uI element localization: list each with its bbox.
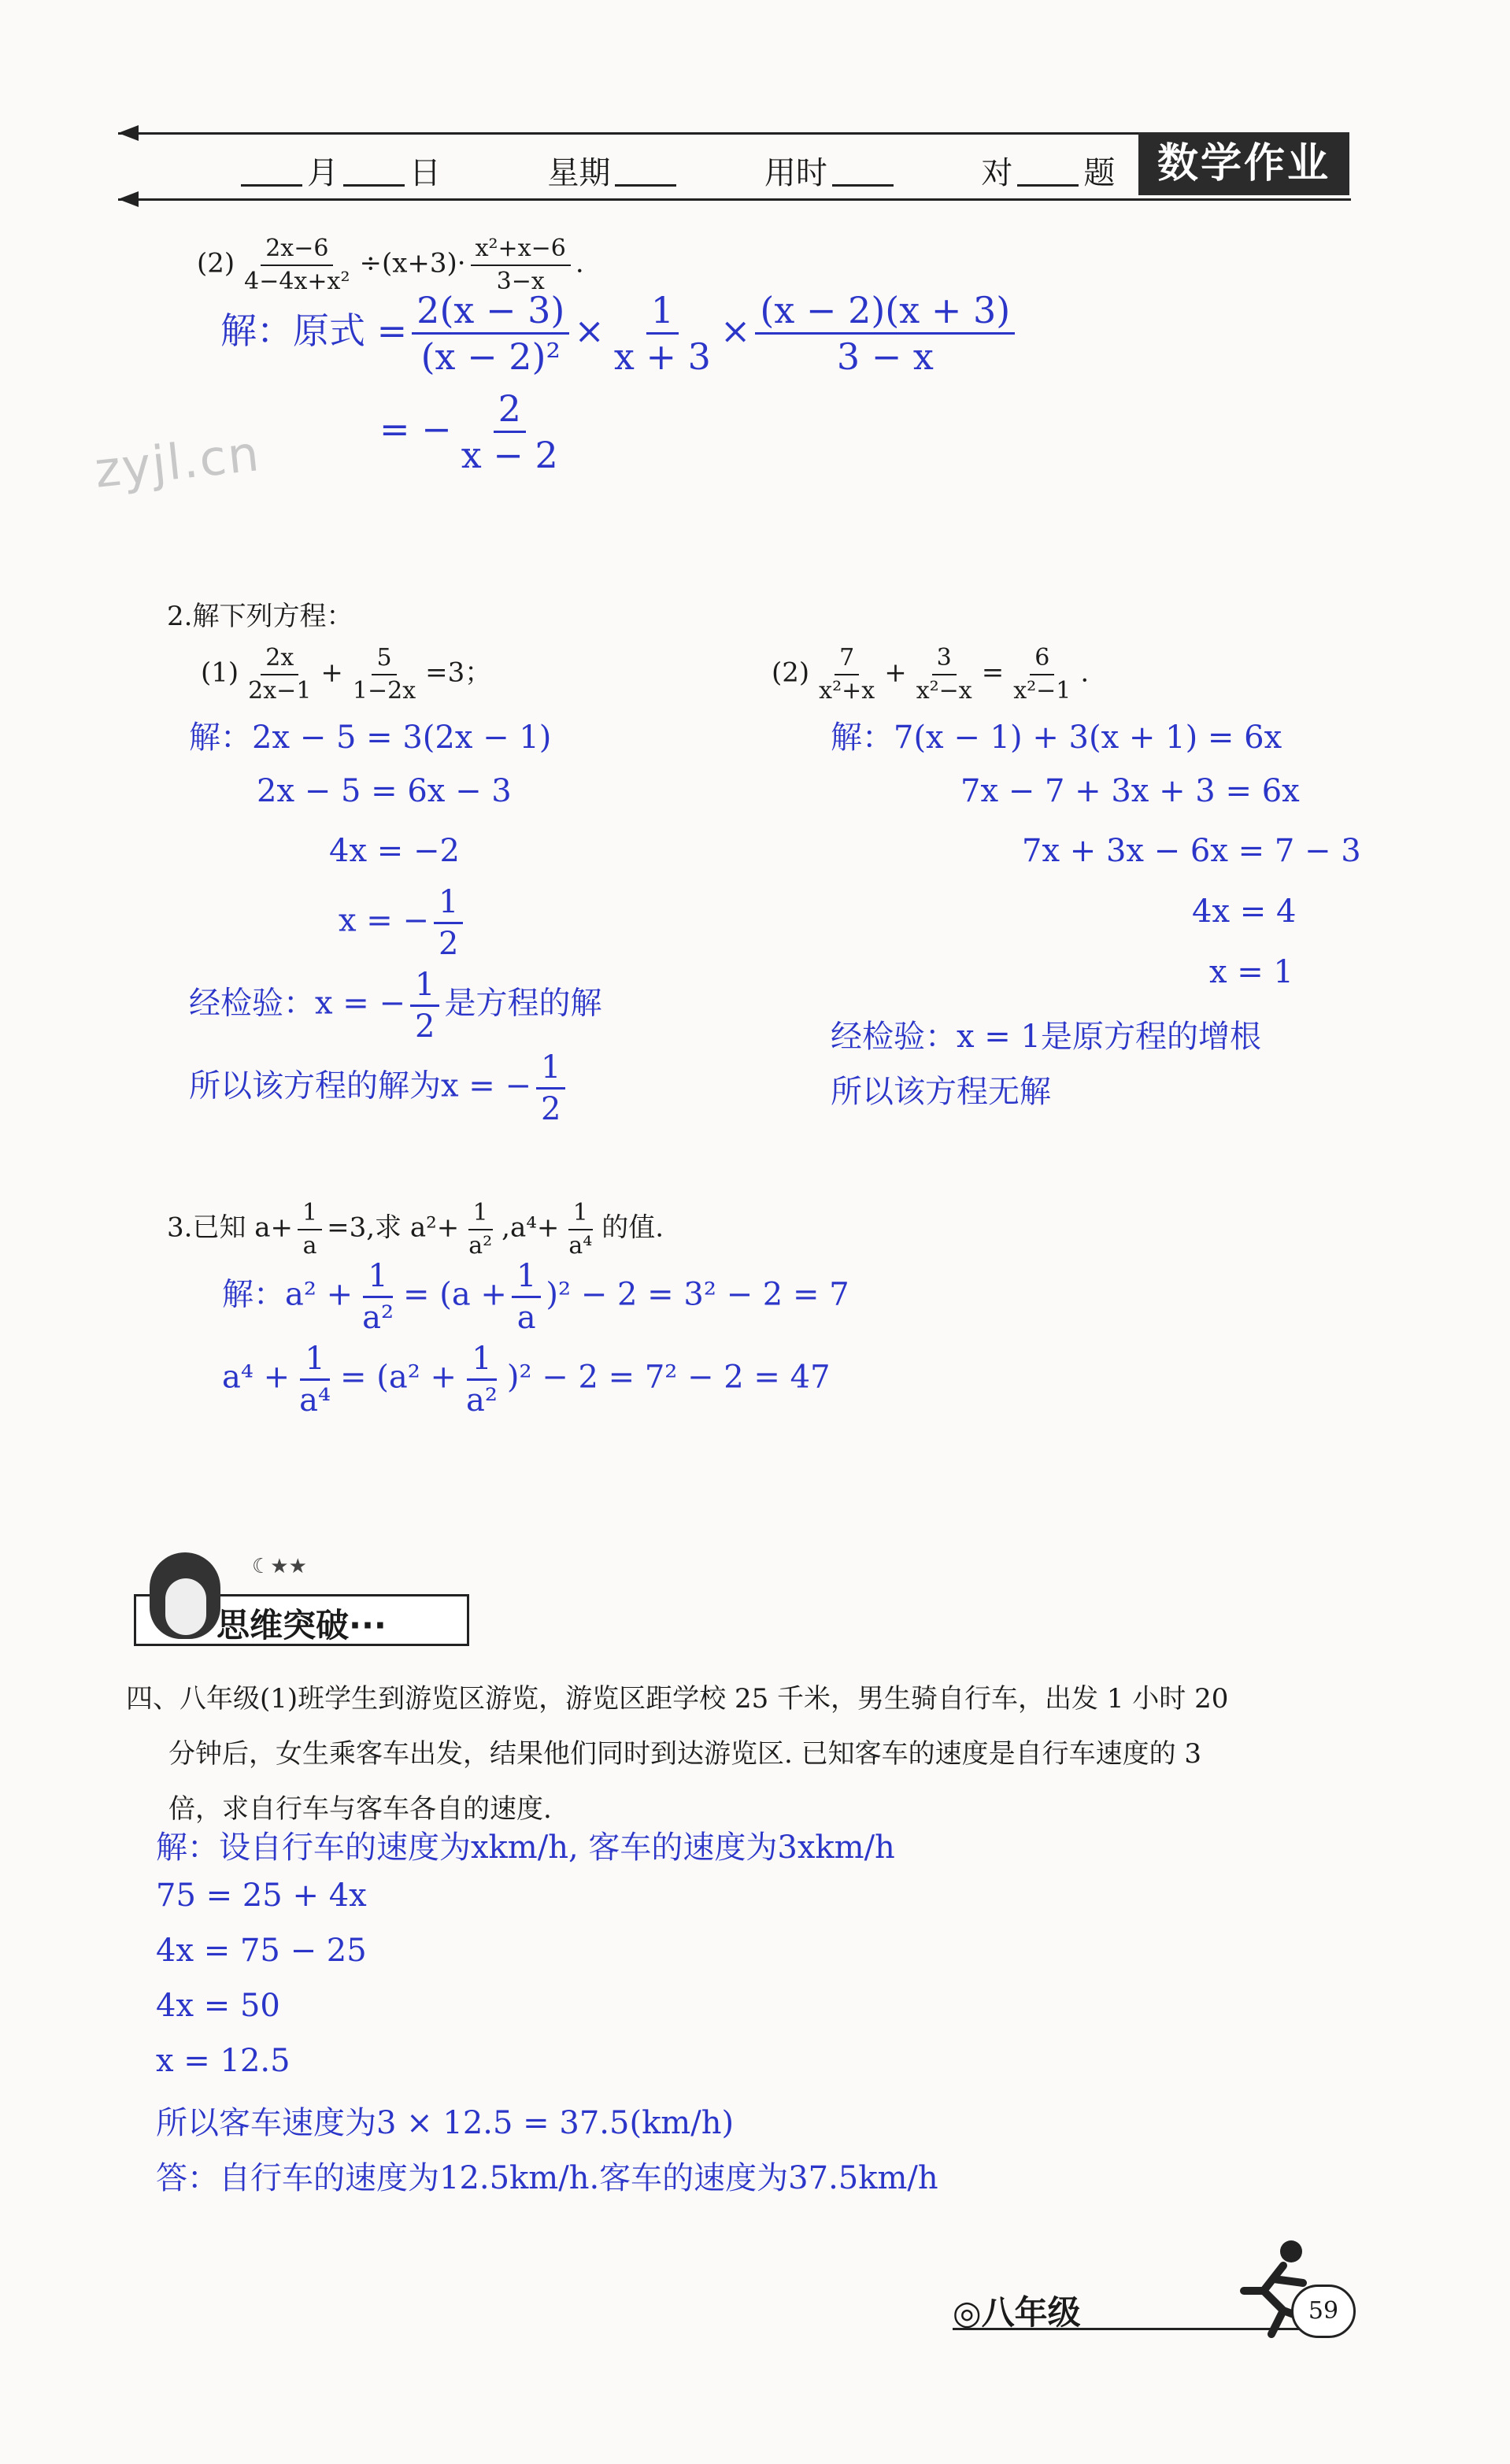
q2-title: 2.解下列方程： bbox=[167, 601, 353, 632]
q4-step1: 解：设自行车的速度为xkm/h, 客车的速度为3xkm/h bbox=[156, 1830, 895, 1866]
q2-2-step2: 7x − 7 + 3x + 3 = 6x bbox=[960, 773, 1300, 809]
q4-step4: 4x = 50 bbox=[156, 1988, 280, 2024]
q4-line3: 倍，求自行车与客车各自的速度. bbox=[168, 1793, 552, 1825]
q2-2-step4: 4x = 4 bbox=[1192, 893, 1297, 930]
q2-1-step4: x = − $\frac{1}{2}$ bbox=[339, 886, 468, 960]
section-title: 思维突破··· bbox=[217, 1606, 387, 1645]
q4-line1: 四、八年级(1)班学生到游览区游览，游览区距学校 25 千米，男生骑自行车，出发 1 小时 20 bbox=[126, 1683, 1229, 1715]
q3-line2: a⁴ + $\frac{1}{\text{a⁴}}$ = (a² + $\frac{1}{\text{a²}}$ )² − 2 = 7² − 2 = 47 bbox=[222, 1341, 831, 1419]
q4-step2: 75 = 25 + 4x bbox=[156, 1878, 367, 1914]
penguin-belly bbox=[165, 1578, 206, 1635]
q2-1-step3: 4x = −2 bbox=[329, 833, 460, 869]
q2-2-step1: 解：7(x − 1) + 3(x + 1) = 6x bbox=[831, 720, 1282, 756]
weekday-label: 星期 bbox=[547, 155, 611, 191]
q2-2-step3: 7x + 3x − 6x = 7 − 3 bbox=[1022, 833, 1361, 869]
q2-2-check: 经检验：x = 1是原方程的增根 bbox=[831, 1019, 1261, 1055]
brand-title: 数学作业 bbox=[1138, 132, 1349, 195]
watermark: zyjl.cn bbox=[91, 424, 264, 499]
q1-2-problem: (2) $\frac{2x-6}{\text{4−4x+x²}}$ ÷(x+3)· $\frac{\text{x²+x−6}}{3-x}$ . bbox=[197, 235, 584, 295]
day-label: 日 bbox=[409, 155, 441, 191]
q2-2-problem: (2) $\frac{7}{\text{x²+x}}$ + $\frac{3}{\text{x²−x}}$ = $\frac{6}{\text{x²−1}}$ . bbox=[772, 644, 1090, 705]
q2-2-step5: x = 1 bbox=[1209, 954, 1293, 990]
q2-1-check: 经检验：x = − $\frac{1}{2}$ 是方程的解 bbox=[189, 967, 602, 1045]
page-number: 59 bbox=[1291, 2285, 1356, 2338]
header-bottom-line bbox=[118, 198, 1351, 201]
q4-step6: 所以客车速度为3 × 12.5 = 37.5(km/h) bbox=[156, 2105, 735, 2141]
month-label: 月 bbox=[307, 155, 339, 191]
q1-2-solution: 解：原式 = $\frac{2(x - 3)}{\text{(x − 2)²}}$ × $\frac{1}{x + 3}$ × $\frac{(x - 2)(x + 3)}{3 - x}$ bbox=[220, 291, 1020, 376]
q4-step7: 答：自行车的速度为12.5km/h.客车的速度为37.5km/h bbox=[156, 2160, 938, 2196]
header-fields bbox=[236, 148, 1115, 193]
q2-1-step1: 解：2x − 5 = 3(2x − 1) bbox=[189, 720, 552, 756]
q4-line2: 分钟后，女生乘客车出发，结果他们同时到达游览区. 已知客车的速度是自行车速度的 3 bbox=[168, 1738, 1202, 1770]
q2-1-answer: 所以该方程的解为x = − $\frac{1}{2}$ bbox=[189, 1051, 570, 1126]
time-used-label: 用时 bbox=[764, 155, 827, 191]
q1-2-result: = − $\frac{2}{x - 2}$ bbox=[379, 387, 558, 477]
header-top-arrow bbox=[118, 125, 139, 141]
footer-grade: ◎八年级 bbox=[953, 2293, 1081, 2332]
q4-step3: 4x = 75 − 25 bbox=[156, 1933, 367, 1969]
correct-label: 对 bbox=[981, 155, 1013, 191]
header-bottom-arrow bbox=[118, 191, 139, 207]
q3-problem: 3.已知 a+ $\frac{1}{a}$ =3,求 a²+ $\frac{1}{\text{a²}}$ ,a⁴+ $\frac{1}{\text{a⁴}}$ 的值. bbox=[167, 1199, 664, 1260]
star-icon: ☾★★ bbox=[252, 1555, 307, 1578]
header-top-line bbox=[118, 132, 1142, 135]
q2-2-answer: 所以该方程无解 bbox=[831, 1074, 1051, 1110]
q2-1-problem: (1) $\frac{2x}{2x-1}$ + $\frac{5}{1-2x}$ =3； bbox=[201, 644, 492, 705]
q3-line1: 解：a² + $\frac{1}{\text{a²}}$ = (a + $\frac{1}{a}$ )² − 2 = 3² − 2 = 7 bbox=[222, 1258, 849, 1336]
questions-label: 题 bbox=[1083, 155, 1116, 191]
q4-step5: x = 12.5 bbox=[156, 2043, 291, 2079]
q2-1-step2: 2x − 5 = 6x − 3 bbox=[257, 773, 512, 809]
